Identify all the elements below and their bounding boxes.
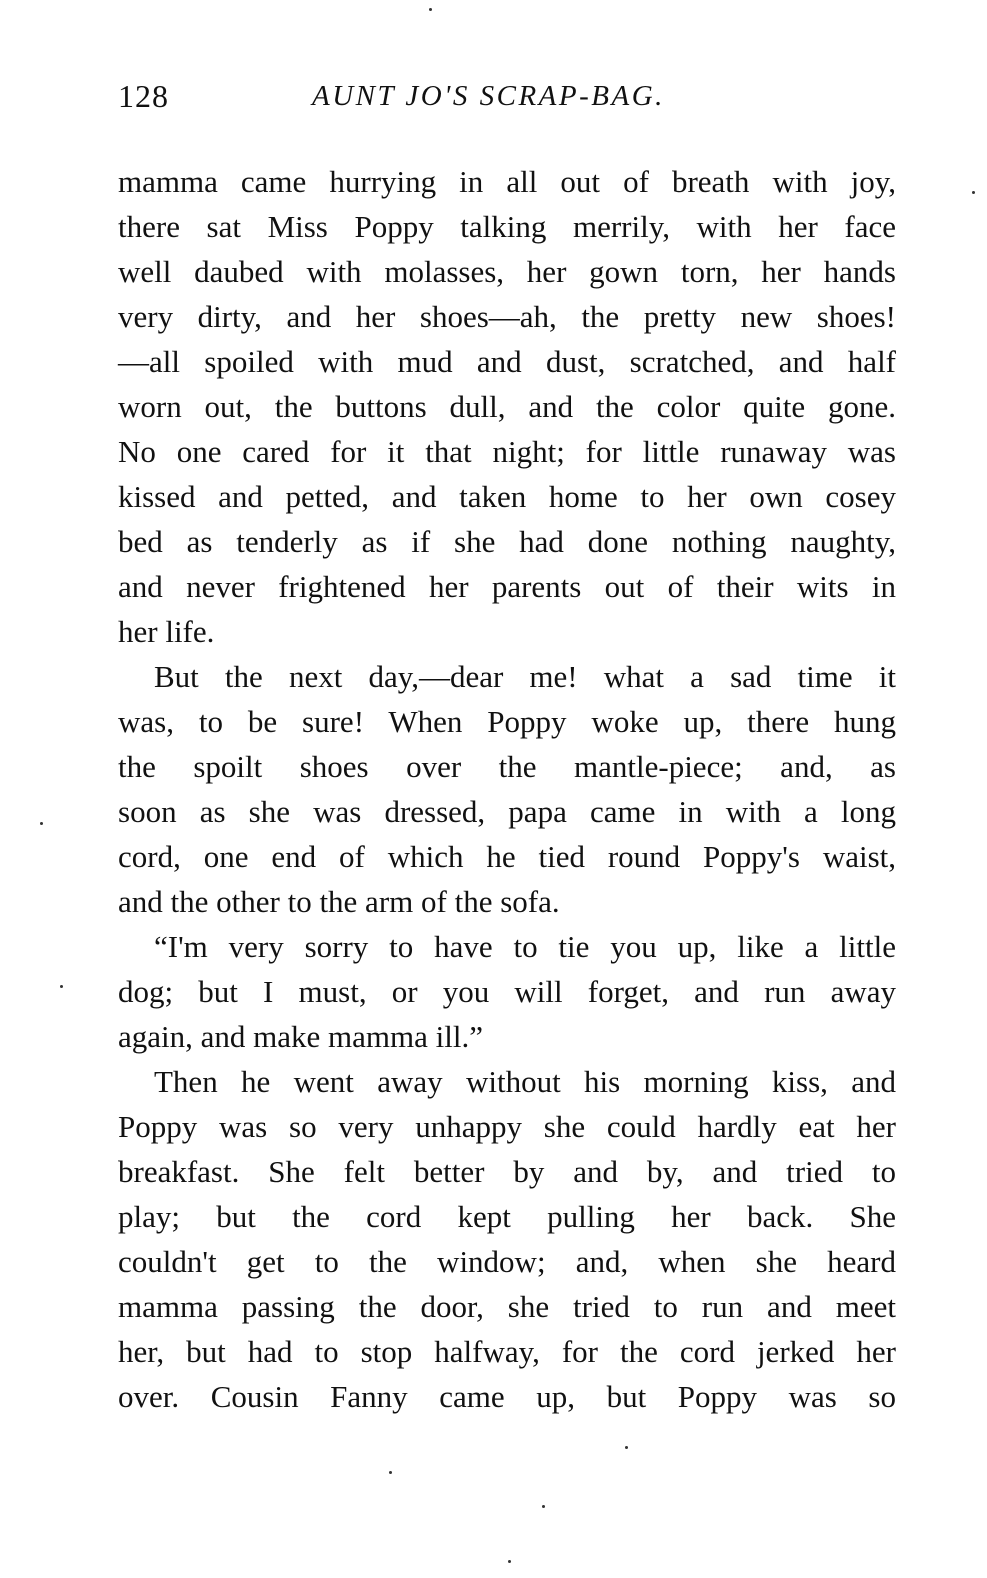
scan-speck <box>972 191 975 194</box>
text-line: mamma came hurrying in all out of breath with joy, <box>118 164 896 199</box>
text-line: Poppy was so very unhappy she could hardly eat her <box>118 1109 896 1144</box>
body-text <box>118 159 896 1419</box>
text-line: breakfast. She felt better by and by, and tried to <box>118 1154 896 1189</box>
page-header <box>118 78 896 128</box>
text-line: over. Cousin Fanny came up, but Poppy was so <box>118 1379 896 1414</box>
text-line: bed as tenderly as if she had done nothing naughty, <box>118 524 896 559</box>
text-line: was, to be sure! When Poppy woke up, there hung <box>118 704 896 739</box>
scan-speck <box>60 985 63 988</box>
text-line: couldn't get to the window; and, when she heard <box>118 1244 896 1279</box>
text-line: dog; but I must, or you will forget, and run away <box>118 974 896 1009</box>
scan-speck <box>389 1471 392 1474</box>
paragraph-start-line: But the next day,—dear me! what a sad time it <box>154 659 896 694</box>
text-line: there sat Miss Poppy talking merrily, with her face <box>118 209 896 244</box>
paragraph-start-line: “I'm very sorry to have to tie you up, like a little <box>154 929 896 964</box>
text-line: cord, one end of which he tied round Poppy's waist, <box>118 839 896 874</box>
scan-speck <box>625 1446 628 1449</box>
text-line: again, and make mamma ill.” <box>118 1019 483 1054</box>
text-line: No one cared for it that night; for little runaway was <box>118 434 896 469</box>
text-line: play; but the cord kept pulling her back. She <box>118 1199 896 1234</box>
page-number: 128 <box>118 78 169 114</box>
running-title: AUNT JO'S SCRAP-BAG. <box>312 80 665 112</box>
text-line: mamma passing the door, she tried to run and meet <box>118 1289 896 1324</box>
text-line: —all spoiled with mud and dust, scratched, and half <box>118 344 896 379</box>
text-line: soon as she was dressed, papa came in with a long <box>118 794 896 829</box>
text-line: her life. <box>118 614 215 649</box>
text-line: and never frightened her parents out of their wits in <box>118 569 896 604</box>
paragraph-start-line: Then he went away without his morning kiss, and <box>154 1064 896 1099</box>
text-line: the spoilt shoes over the mantle-piece; and, as <box>118 749 896 784</box>
scan-speck <box>40 822 43 825</box>
text-line: well daubed with molasses, her gown torn, her hands <box>118 254 896 289</box>
scan-speck <box>542 1505 545 1508</box>
text-line: her, but had to stop halfway, for the cord jerked her <box>118 1334 896 1369</box>
scan-speck <box>429 8 432 11</box>
text-line: worn out, the buttons dull, and the color quite gone. <box>118 389 896 424</box>
text-line: kissed and petted, and taken home to her own cosey <box>118 479 896 514</box>
text-line: and the other to the arm of the sofa. <box>118 884 560 919</box>
scan-speck <box>508 1560 511 1563</box>
text-line: very dirty, and her shoes—ah, the pretty new shoes! <box>118 299 896 334</box>
